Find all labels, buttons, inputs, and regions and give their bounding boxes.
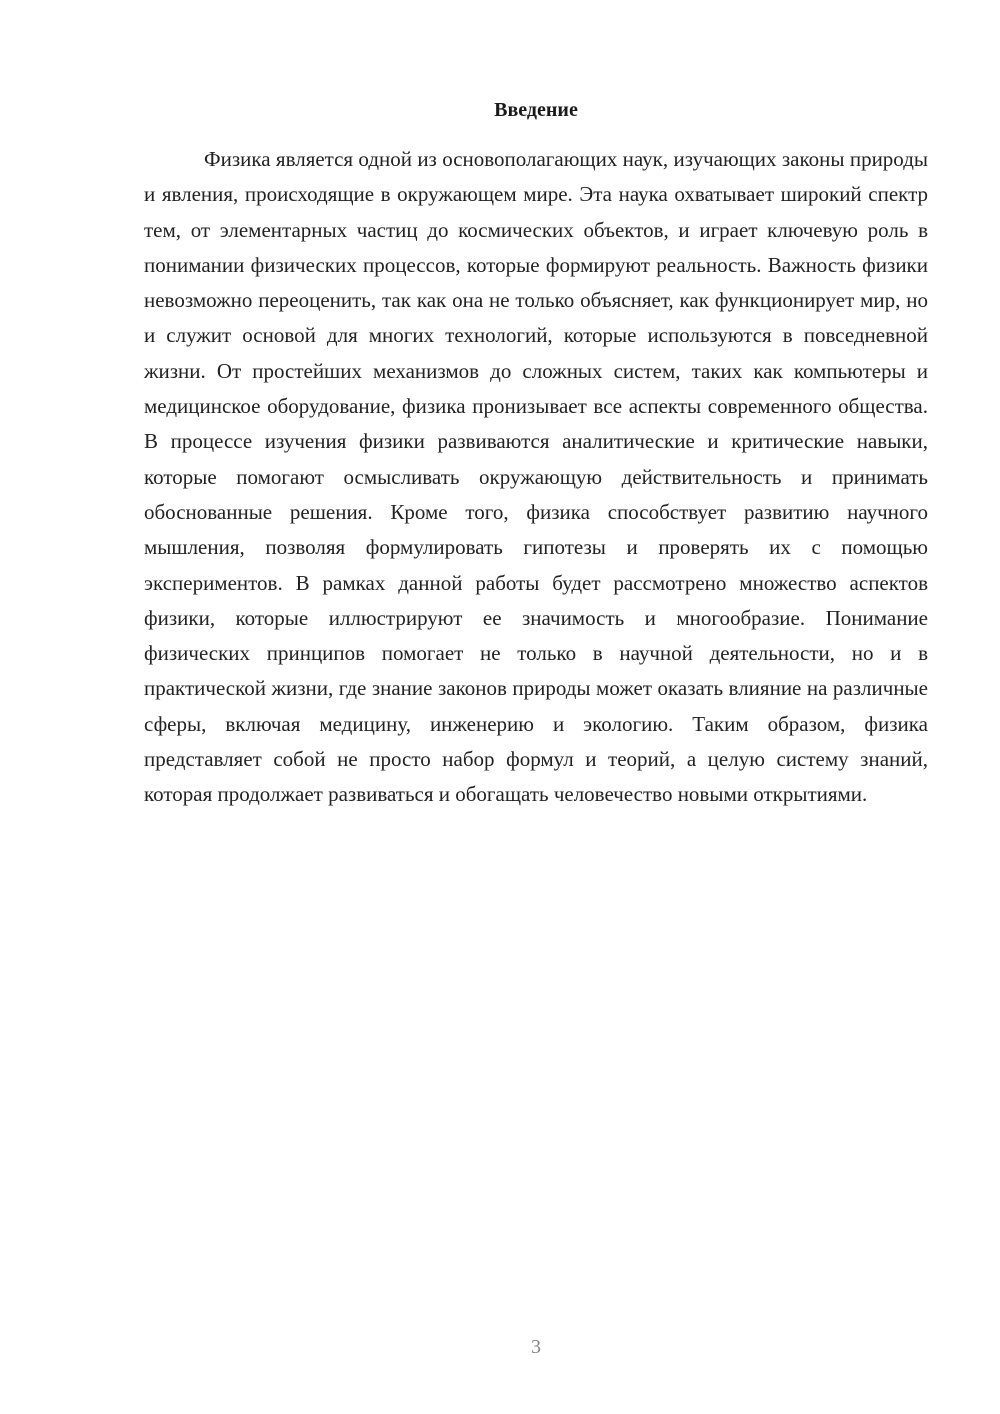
- page-number: 3: [531, 1336, 541, 1358]
- section-heading: Введение: [494, 99, 578, 121]
- body-paragraph: Физика является одной из основополагающих наук, изучающих законы природы и явления, происходящие в окружающем мире. Эта наука охватывает широкий спектр тем, от элементарных частиц до космических объектов, и играет ключевую роль в понимании физических процессов, которые формируют реальность. Важность физики невозможно переоценить, так как она не только объясняет, как функционирует мир, но и служит основой для многих технологий, которые используются в повседневной жизни. От простейших механизмов до сложных систем, таких как компьютеры и медицинское оборудование, физика пронизывает все аспекты современного общества. В процессе изучения физики развиваются аналитические и критические навыки, которые помогают осмысливать окружающую действительность и принимать обоснованные решения. Кроме того, физика способствует развитию научного мышления, позволяя формулировать гипотезы и проверять их с помощью экспериментов. В рамках данной работы будет рассмотрено множество аспектов физики, которые иллюстрируют ее значимость и многообразие. Понимание физических принципов помогает не только в научной деятельности, но и в практической жизни, где знание законов природы может оказать влияние на различные сферы, включая медицину, инженерию и экологию. Таким образом, физика представляет собой не просто набор формул и теорий, а целую систему знаний, которая продолжает развиваться и обогащать человечество новыми открытиями.: [144, 147, 928, 807]
